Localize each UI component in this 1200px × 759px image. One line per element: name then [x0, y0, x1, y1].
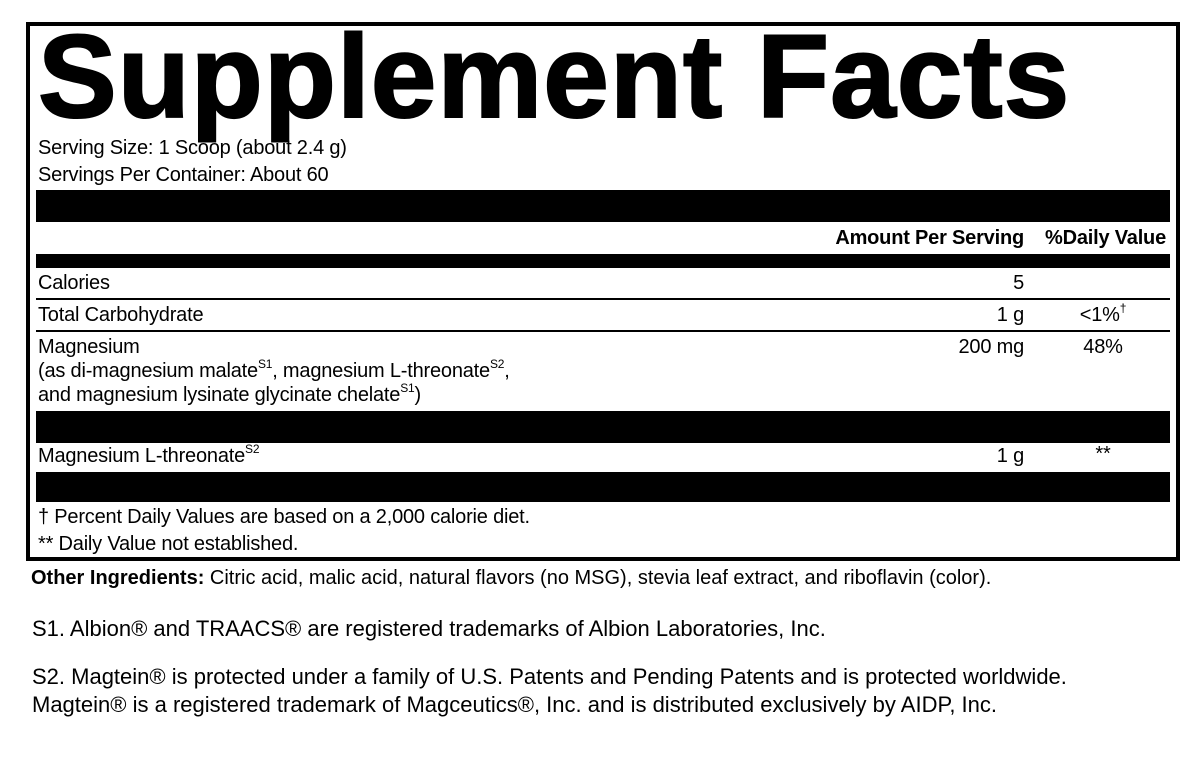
row-divider [36, 298, 1170, 300]
nutrient-amount: 5 [1013, 272, 1024, 294]
nutrient-detail-line: and magnesium lysinate glycinate chelate$^{S1}$) [38, 381, 421, 406]
medium-divider [36, 254, 1170, 268]
trademark-note-s2-line1: S2. Magtein® is protected under a family of U.S. Patents and Pending Patents and is protected worldwide. [32, 664, 1067, 689]
nutrient-amount: 200 mg [958, 336, 1024, 358]
nutrient-detail-line: (as di-magnesium malate$^{S1}$, magnesium L-threonate$^{S2}$, [38, 357, 510, 382]
footnote-daily-value-basis: † Percent Daily Values are based on a 2,000 calorie diet. [38, 506, 530, 528]
footnote-not-established: ** Daily Value not established. [38, 533, 299, 555]
nutrient-amount: 1 g [996, 304, 1024, 326]
amount-per-serving-header: Amount Per Serving [835, 227, 1024, 249]
serving-size: Serving Size: 1 Scoop (about 2.4 g) [38, 137, 347, 159]
servings-per-container: Servings Per Container: About 60 [38, 164, 329, 186]
other-ingredients-label: Other Ingredients: [31, 567, 205, 589]
panel-title: Supplement Facts [38, 22, 1071, 143]
trademark-note-s2-line2: Magtein® is a registered trademark of Magceutics®, Inc. and is distributed exclusively by AIDP, Inc. [32, 692, 998, 717]
row-divider [36, 330, 1170, 332]
daily-value-header: %Daily Value [1045, 227, 1166, 249]
other-ingredients [31, 566, 991, 590]
nutrient-name: Total Carbohydrate [38, 304, 204, 326]
thick-divider [36, 472, 1170, 502]
thick-divider [36, 190, 1170, 222]
nutrient-daily-value: ** [1095, 443, 1111, 465]
nutrient-name: Calories [38, 272, 110, 294]
other-ingredients-text: Citric acid, malic acid, natural flavors (no MSG), stevia leaf extract, and riboflavin (color). [209, 567, 992, 589]
nutrient-daily-value: 48% [1083, 336, 1123, 358]
supplement-facts-panel [26, 22, 1180, 561]
nutrient-name: Magnesium [38, 336, 140, 358]
thick-divider [36, 411, 1170, 443]
nutrient-daily-value: <1%† [1079, 301, 1127, 326]
nutrient-name: Magnesium L-threonate$^{S2}$ [38, 442, 260, 467]
nutrient-amount: 1 g [996, 445, 1024, 467]
trademark-note-s1: S1. Albion® and TRAACS® are registered trademarks of Albion Laboratories, Inc. [32, 616, 826, 641]
dagger-mark: † [1119, 301, 1127, 315]
